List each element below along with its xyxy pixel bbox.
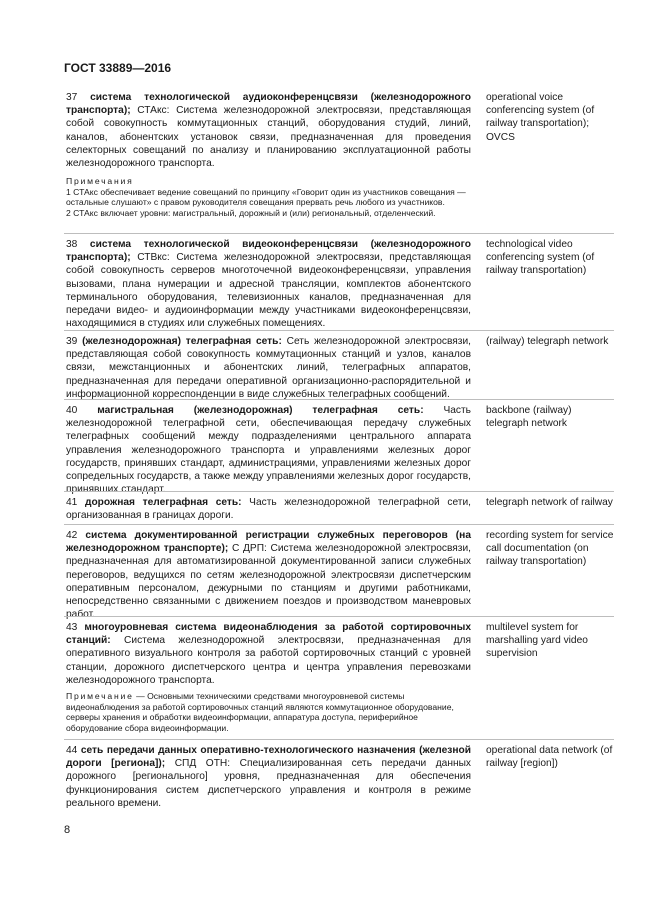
term-name: сеть передачи данных оперативно-технологического назначения (железной дороги [региона]); [66,745,471,770]
notes-title: Примечание [66,691,134,701]
term-english-37: operational voice conferencing system (of railway transportation); OVCS [486,92,595,143]
term-english-44: operational data network (of railway [region]) [486,745,613,770]
divider [64,330,614,331]
note-item: 1 СТАкс обеспечивает ведение совещаний по принципу «Говорит один из участников совещания — остальные слушают» с правом руководителя совещания прервать речь любого из участников. [66,186,466,208]
notes-43 [66,691,471,733]
term-number: 39 [66,336,78,347]
term-text [66,529,471,621]
term-english-41: telegraph network of railway [486,497,613,508]
term-entry-37 [66,91,471,170]
term-definition: Система железнодорожной электросвязи, предназначенная для оперативного визуального контроля за работой сортировочных станций с уровней станции, дорожного диспетчерского центра и центра управления перевозками железнодорожного транспорта. [66,635,471,686]
term-english-43: multilevel system for marshalling yard video supervision [486,622,588,660]
term-definition: Часть железнодорожной телеграфной сети, организованная в границах дороги. [66,497,471,522]
notes-title: Примечания [66,176,134,186]
term-entry-38 [66,238,471,330]
term-entry-41 [66,496,471,522]
term-number: 41 [66,497,78,508]
divider [64,524,614,525]
term-definition: С ДРП: Система железнодорожной электросвязи, предназначенная для автоматизированной документированной записи служебных переговоров, ведущихся по сетям железнодорожной электросвязи диспетчерским оперативным персоналом, дежурными по станциям и другими работниками, непосредственно связанными с движением поездов и производством маневровых работ. [66,543,471,621]
term-entry-43 [66,621,471,687]
term-text [66,404,471,496]
term-english-38: technological video conferencing system (of railway transportation) [486,239,595,277]
note-item [66,691,471,733]
term-text [66,91,471,170]
note-item: 2 СТАкс включает уровни: магистральный, дорожный и (или) региональный, отделенческий. [66,207,436,218]
term-number: 44 [66,745,78,756]
term-name: система технологической видеоконференцсвязи (железнодорожного транспорта); [66,239,471,264]
term-number: 43 [66,622,78,633]
term-text [66,335,471,401]
term-text [66,496,471,522]
page-number: 8 [64,824,71,836]
term-english-40: backbone (railway) telegraph network [486,405,572,430]
term-english-42: recording system for service call documentation (on railway transportation) [486,530,614,568]
term-name: многоуровневая система видеонаблюдения за работой сортировочных станций: [66,622,471,647]
notes-37 [66,176,471,218]
term-number: 37 [66,92,78,103]
term-name: дорожная телеграфная сеть: [84,497,242,508]
term-name: (железнодорожная) телеграфная сеть: [82,336,282,347]
term-text [66,744,471,810]
term-definition: СПД ОТН: Специализированная сеть передачи данных дорожного [регионального] уровня, предназначенная для обеспечения функционирования систем диспетчерского управления и контроля в режиме реального времени. [66,758,471,809]
term-entry-39 [66,335,471,401]
term-name: система документированной регистрации служебных переговоров (на железнодорожном транспорте); [66,530,471,555]
term-name: магистральная (железнодорожная) телеграфная сеть: [97,405,424,416]
term-definition: СТВкс: Система железнодорожной электросвязи, представляющая собой совокупность серверов многоточечной видеоконференцсвязи, управления вызовами, плана нумерации и адресной трансляции, комплектов абонентского терминального оборудования, телевизионных каналов, предназначенная для передачи видео- и аудиоинформации между участниками видеоконференцсвязи, находящимися в студиях или служебных помещениях. [66,252,471,330]
term-english-39: (railway) telegraph network [486,336,609,347]
term-definition: Часть железнодорожной телеграфной сети, обеспечивающая передачу служебных телеграфных сообщений между подразделениями центрального аппарата управления железнодорожного транспорта и управлениями железных дорог государств, принявших стандарт, администрациями, управлениями железных дорог сопредельных государств, а также между управлениями железных дорог государств, принявших стандарт. [66,405,471,496]
term-entry-40 [66,404,471,496]
term-text [66,621,471,687]
divider [64,491,614,492]
term-entry-44 [66,744,471,810]
divider [64,739,614,740]
term-text [66,238,471,330]
document-header: ГОСТ 33889—2016 [64,61,172,75]
note-text: — Основными техническими средствами многоуровневой системы видеонаблюдения за работой сортировочных станций являются коммутационное оборудование, серверы хранения и обработки видеоинформации, аппаратура доступа, периферийное оборудование сбора видеоинформации. [66,691,454,733]
term-definition: СТАкс: Система железнодорожной электросвязи, представляющая собой совокупность коммутационных станций, оборудования студий, линий, каналов, абонентских установок связи, предназначенная для проведения селекторных совещаний по анализу и планированию эксплуатационной работы железнодорожного транспорта. [66,105,471,170]
divider [64,399,614,400]
term-number: 38 [66,239,78,250]
term-name: система технологической аудиоконференцсвязи (железнодорожного транспорта); [66,92,471,117]
divider [64,616,614,617]
divider [64,233,614,234]
term-number: 42 [66,530,78,541]
term-definition: Сеть железнодорожной электросвязи, представляющая собой совокупность коммутационных станций и узлов, каналов связи, межстанционных и абонентских линий, телеграфных аппаратов, предназначенная для передачи оперативной организационно-распорядительной и информационной корреспонденции в виде служебных телеграфных сообщений. [66,336,471,400]
term-entry-42 [66,529,471,621]
term-number: 40 [66,405,78,416]
